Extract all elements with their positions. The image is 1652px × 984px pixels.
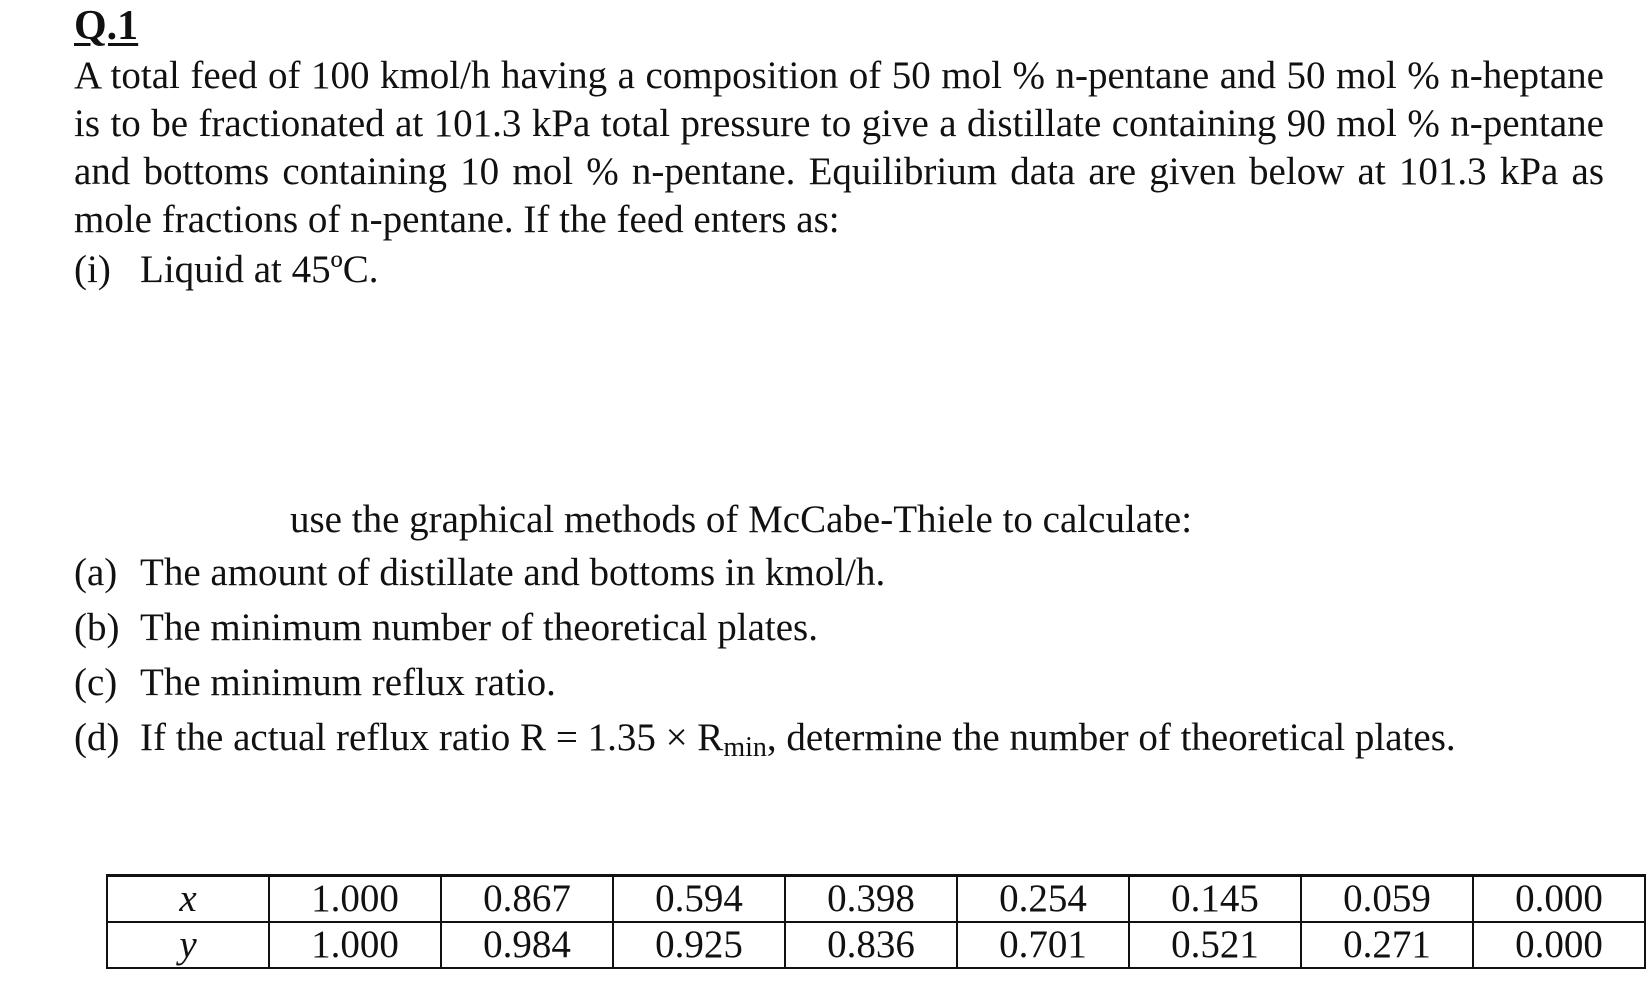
part-text: The minimum reflux ratio. [140,661,556,704]
condition-label: (i) [74,248,111,291]
table-cell: 0.867 [441,876,613,923]
part-label: (b) [74,606,120,649]
part-text: The minimum number of theoretical plates. [140,606,818,649]
question-number: Q.1 [74,3,139,49]
part-text-before: If the actual reflux ratio R = 1.35 × R [140,716,724,759]
equilibrium-table [106,874,1646,969]
variable-cell: y [107,922,269,968]
table-cell: 0.701 [957,922,1129,968]
part-label: (c) [74,661,118,704]
table-cell: 0.398 [785,876,957,923]
problem-statement [74,52,1604,244]
table-cell: 0.521 [1129,922,1301,968]
table-cell: 0.984 [441,922,613,968]
table-cell: 0.000 [1473,922,1645,968]
part-label: (d) [74,716,120,759]
table-cell: 1.000 [269,876,441,923]
part-a [74,545,1456,600]
table-cell: 0.000 [1473,876,1645,923]
table-cell: 0.271 [1301,922,1473,968]
part-d [74,710,1456,765]
method-intro: use the graphical methods of McCabe-Thiele to calculate: [290,498,1193,541]
feed-condition [74,246,379,294]
table-cell: 0.836 [785,922,957,968]
variable-cell: x [107,876,269,923]
part-text: The amount of distillate and bottoms in kmol/h. [140,551,886,594]
problem-text: A total feed of 100 kmol/h having a composition of 50 mol % n-pentane and 50 mol % n-heptane is to be fractionated at 101.3 kPa total pressure to give a distillate containing 90 mol % n-pentane and bottoms containing 10 mol % n-pentane. Equilibrium data are given below at 101.3 kPa as mole fractions of n-pentane. If the feed enters as: [74,54,1604,241]
table-cell: 1.000 [269,922,441,968]
condition-text: Liquid at 45ºC. [140,248,379,291]
table-cell: 0.594 [613,876,785,923]
part-text-after: , determine the number of theoretical plates. [766,716,1456,759]
table-cell: 0.059 [1301,876,1473,923]
part-subscript: min [723,732,767,763]
table-cell: 0.254 [957,876,1129,923]
question-parts [74,545,1456,765]
part-c [74,655,1456,710]
part-label: (a) [74,551,118,594]
table-row [107,922,1645,968]
part-b [74,600,1456,655]
table-cell: 0.925 [613,922,785,968]
table-cell: 0.145 [1129,876,1301,923]
table-row [107,876,1645,923]
